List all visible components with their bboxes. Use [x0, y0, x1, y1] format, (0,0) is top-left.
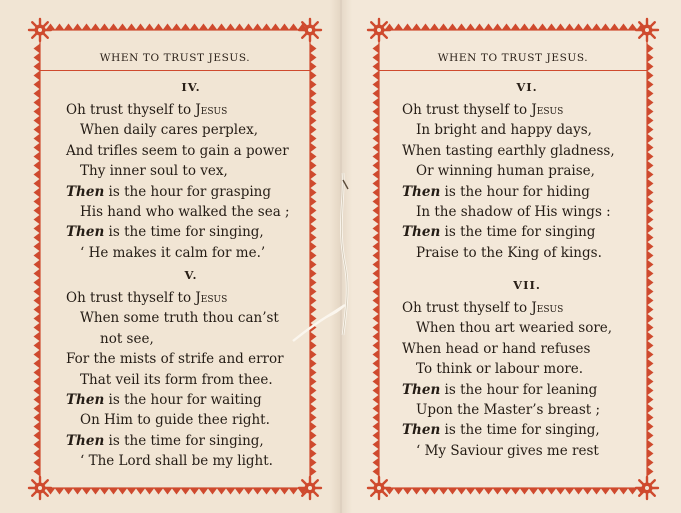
verse-line: [402, 380, 652, 400]
running-header-left: WHEN TO TRUST JESUS.: [99, 52, 251, 64]
corner-fleuron-icon: [636, 19, 658, 41]
verse-line: In the shadow of His wings :: [416, 204, 611, 221]
verse-line: In bright and happy days,: [416, 122, 592, 139]
corner-fleuron-icon: [299, 19, 321, 41]
verse-text: is the time for singing,: [104, 224, 264, 241]
verse-line: To think or labour more.: [416, 361, 584, 378]
stanza-iv: [66, 80, 316, 263]
verse-text: is the time for singing: [440, 224, 596, 241]
verse-text: is the hour for hiding: [440, 183, 590, 200]
verse-line: Praise to the King of kings.: [416, 244, 602, 261]
verse-line: [402, 182, 652, 202]
corner-fleuron-icon: [636, 477, 658, 499]
verse-line: [66, 431, 316, 451]
verse-line: When tasting earthly gladness,: [402, 142, 615, 159]
binding-thread-icon: [285, 165, 365, 345]
verse-line: [66, 222, 316, 242]
verse-line: Thy inner soul to vex,: [80, 163, 228, 180]
verse-text: Oh trust thyself to: [402, 102, 532, 118]
verse-text: is the time for singing,: [104, 432, 264, 449]
divine-name: Jesus: [531, 102, 564, 118]
corner-fleuron-icon: [368, 19, 390, 41]
stanza-v: [66, 268, 316, 472]
header-rule: [379, 70, 647, 71]
verse-line: Or winning human praise,: [416, 163, 595, 180]
divine-name: Jesus: [195, 290, 228, 306]
verse-line: [66, 390, 316, 410]
verse-line: ‘ The Lord shall be my light.: [80, 453, 273, 470]
stanza-vi: [402, 80, 652, 263]
verse-text: is the time for singing,: [440, 422, 600, 439]
verse-line: [402, 100, 652, 120]
verse-text: is the hour for waiting: [104, 392, 262, 409]
stanza-numeral: IV.: [181, 80, 201, 94]
verse-line: That veil its form from thee.: [80, 371, 273, 388]
verse-line: [66, 100, 316, 120]
verse-line: ‘ He makes it calm for me.’: [80, 244, 266, 261]
divine-name: Jesus: [195, 102, 228, 118]
corner-fleuron-icon: [368, 477, 390, 499]
verse-line: [402, 298, 652, 318]
verse-text: Oh trust thyself to: [66, 290, 196, 306]
verse-text: is the hour for leaning: [440, 381, 598, 398]
emphasis-word: Then: [66, 183, 105, 200]
verse-text: Oh trust thyself to: [66, 102, 196, 118]
verse-line: On Him to guide thee right.: [80, 412, 270, 429]
emphasis-word: Then: [402, 224, 441, 241]
header-rule: [40, 70, 310, 71]
verse-line: For the mists of strife and error: [66, 351, 284, 368]
verse-line: When daily cares perplex,: [80, 122, 258, 139]
verse-line: [402, 420, 652, 440]
corner-fleuron-icon: [299, 477, 321, 499]
verse-line: When head or hand refuses: [402, 340, 591, 357]
running-header-right: WHEN TO TRUST JESUS.: [437, 52, 589, 64]
verse-line: [66, 182, 316, 202]
emphasis-word: Then: [402, 422, 441, 439]
emphasis-word: Then: [66, 392, 105, 409]
verse-line: When some truth thou can’st: [80, 310, 279, 327]
verse-line: [402, 222, 652, 242]
verse-line: [66, 288, 316, 308]
verse-line: Upon the Master’s breast ;: [416, 402, 601, 419]
verse-line: And trifles seem to gain a power: [66, 142, 289, 159]
stanza-numeral: V.: [184, 268, 198, 282]
verse-text: Oh trust thyself to: [402, 300, 532, 316]
right-page-frame: [365, 22, 661, 496]
verse-line: When thou art wearied sore,: [416, 320, 613, 337]
corner-fleuron-icon: [29, 19, 51, 41]
stanza-numeral: VII.: [513, 278, 541, 292]
corner-fleuron-icon: [29, 477, 51, 499]
emphasis-word: Then: [66, 224, 105, 241]
divine-name: Jesus: [531, 300, 564, 316]
emphasis-word: Then: [402, 183, 441, 200]
emphasis-word: Then: [402, 381, 441, 398]
stanza-numeral: VI.: [516, 80, 538, 94]
verse-line: not see,: [100, 330, 154, 347]
verse-line: ‘ My Saviour gives me rest: [416, 442, 599, 459]
emphasis-word: Then: [66, 432, 105, 449]
stanza-vii: [402, 278, 652, 461]
left-page-frame: [26, 22, 324, 496]
verse-line: His hand who walked the sea ;: [80, 204, 290, 221]
verse-text: is the hour for grasping: [104, 183, 271, 200]
